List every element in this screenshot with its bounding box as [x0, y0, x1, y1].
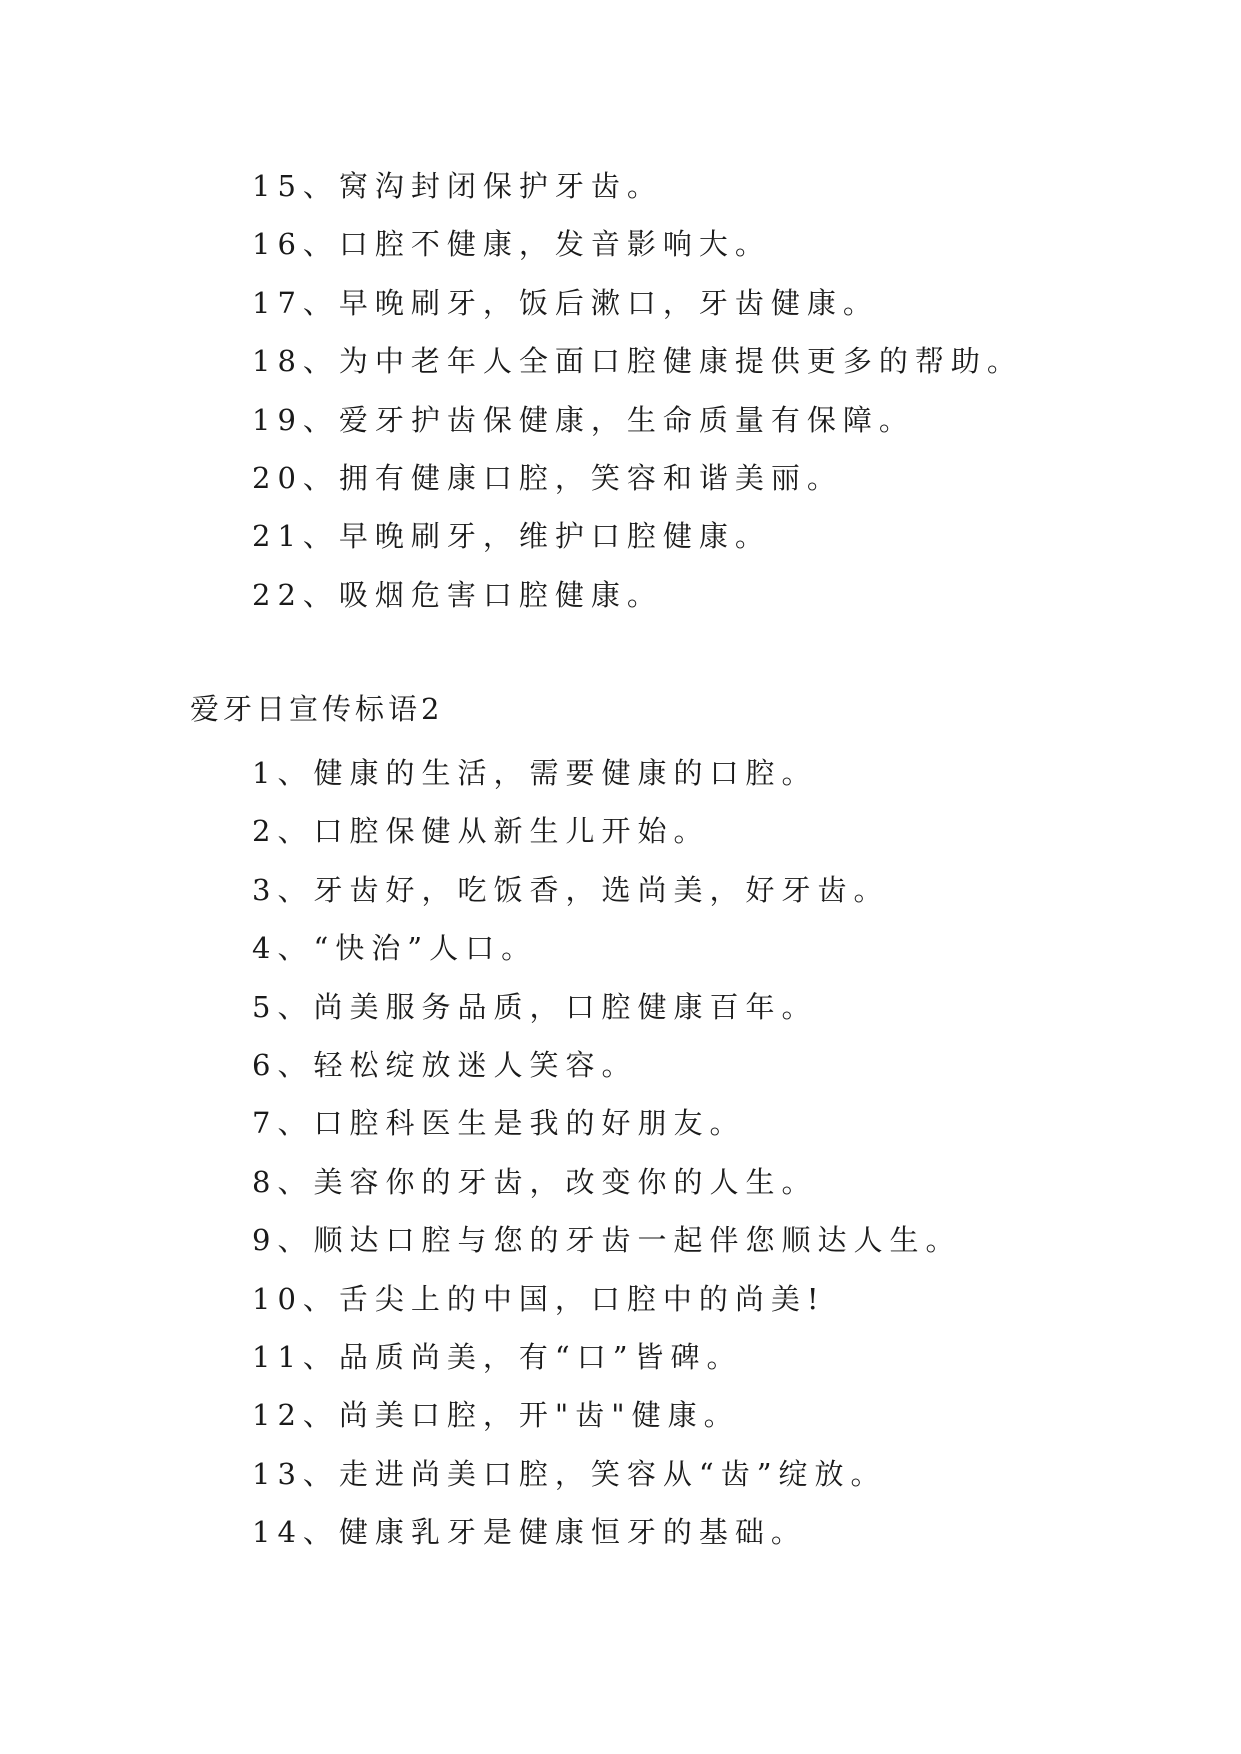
- list-item: 18、为中老年人全面口腔健康提供更多的帮助。: [252, 344, 1023, 379]
- list-item: 16、口腔不健康，发音影响大。: [252, 227, 771, 262]
- list-item: 3、牙齿好，吃饭香，选尚美，好牙齿。: [252, 872, 890, 907]
- list-item: 11、品质尚美，有“口”皆碑。: [252, 1339, 743, 1374]
- list-item: 1、健康的生活，需要健康的口腔。: [252, 756, 818, 790]
- list-item: 15、窝沟封闭保护牙齿。: [252, 169, 663, 203]
- list-item: 17、早晚刷牙，饭后漱口，牙齿健康。: [252, 285, 879, 320]
- list-item: 7、口腔科医生是我的好朋友。: [252, 1106, 746, 1141]
- list-item: 4、“快治”人口。: [252, 931, 538, 966]
- list-item: 13、走进尚美口腔，笑容从“齿”绽放。: [252, 1456, 887, 1491]
- list-item: 10、舌尖上的中国，口腔中的尚美!: [252, 1281, 826, 1316]
- slogan-list-continued: [252, 157, 1023, 624]
- list-item: 21、早晚刷牙，维护口腔健康。: [252, 519, 771, 554]
- list-item: 14、健康乳牙是健康恒牙的基础。: [252, 1515, 807, 1550]
- list-item: 22、吸烟危害口腔健康。: [252, 577, 663, 612]
- list-item: 9、顺达口腔与您的牙齿一起伴您顺达人生。: [252, 1223, 962, 1258]
- list-item: 12、尚美口腔，开"齿"健康。: [252, 1398, 740, 1433]
- list-item: 20、拥有健康口腔，笑容和谐美丽。: [252, 460, 843, 495]
- list-item: 6、轻松绽放迷人笑容。: [252, 1047, 638, 1082]
- list-item: 2、口腔保健从新生儿开始。: [252, 814, 710, 849]
- list-item: 19、爱牙护齿保健康，生命质量有保障。: [252, 402, 915, 437]
- list-item: 8、美容你的牙齿，改变你的人生。: [252, 1164, 818, 1199]
- slogan-list: [252, 744, 961, 1561]
- list-item: 5、尚美服务品质，口腔健康百年。: [252, 989, 818, 1024]
- section-heading: 爱牙日宣传标语2: [190, 692, 444, 726]
